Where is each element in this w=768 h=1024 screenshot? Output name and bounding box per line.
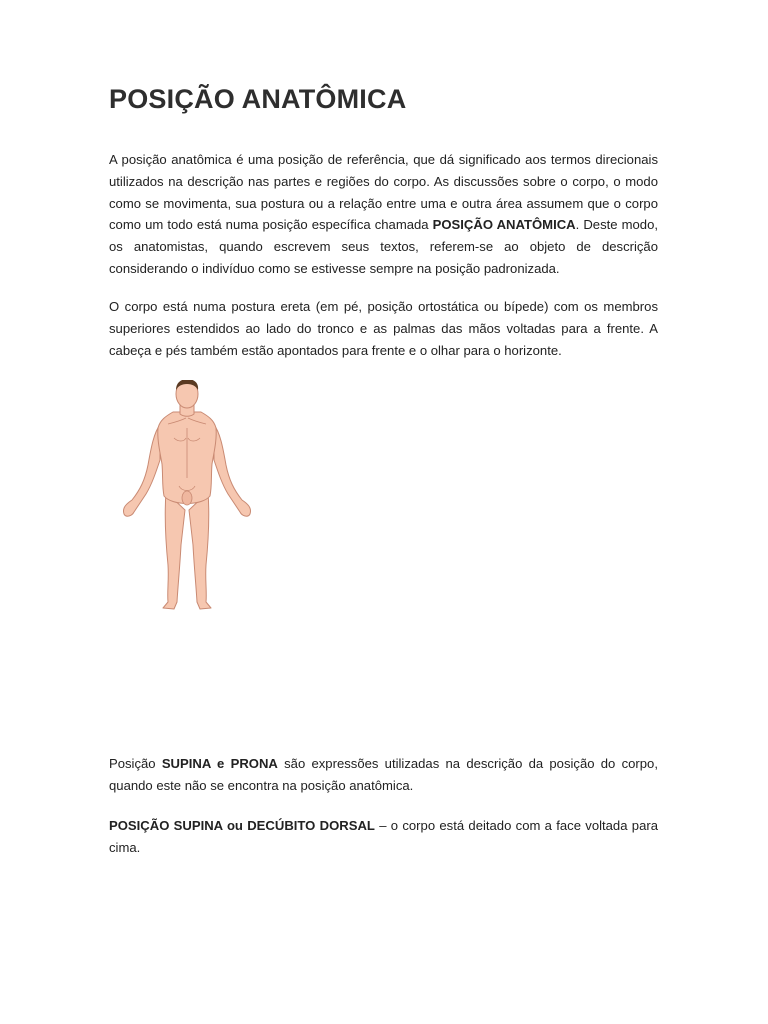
right-leg	[189, 492, 211, 609]
paragraph-text: – o corpo está deitado com a face voltada para cima.	[109, 818, 658, 855]
bold-term: POSIÇÃO ANATÔMICA	[432, 217, 576, 233]
paragraph-text: O corpo está numa postura ereta (em pé, posição ortostática ou bípede) com os membros superiores estendidos ao lado do tronco e as palmas das mãos voltadas para a frente. A cabeça e pés também estão apontados para frente e o olhar para o horizonte.	[109, 299, 658, 358]
paragraph-definition	[109, 149, 658, 280]
paragraph-supina-prona	[109, 753, 658, 797]
anatomical-position-body-icon	[116, 380, 262, 616]
anatomical-position-figure	[116, 380, 262, 616]
paragraph-decubito-dorsal	[109, 815, 658, 859]
bold-term: POSIÇÃO SUPINA ou DECÚBITO DORSAL	[109, 818, 375, 833]
bold-term: SUPINA e PRONA	[161, 756, 278, 771]
genital-area	[182, 491, 192, 505]
right-arm	[214, 425, 251, 516]
page-title: POSIÇÃO ANATÔMICA	[109, 84, 407, 114]
paragraph-text: são expressões utilizadas na descrição da posição do corpo, quando este não se encontra na posição anatômica.	[109, 756, 658, 793]
left-leg	[163, 492, 185, 609]
paragraph-text: A posição anatômica é uma posição de referência, que dá significado aos termos direcionais utilizados na descrição nas partes e regiões do corpo. As discussões sobre o corpo, o modo como se movimenta, sua postura ou a relação entre uma e outra área assumem que o corpo como um todo está numa posição específica chamada	[109, 152, 658, 233]
paragraph-posture	[109, 296, 658, 361]
paragraph-text: Posição	[109, 756, 162, 771]
left-arm	[123, 425, 160, 516]
paragraph-text: . Deste modo, os anatomistas, quando escrevem seus textos, referem-se ao objeto de descrição considerando o indivíduo como se estivesse sempre na posição padronizada.	[109, 217, 658, 276]
